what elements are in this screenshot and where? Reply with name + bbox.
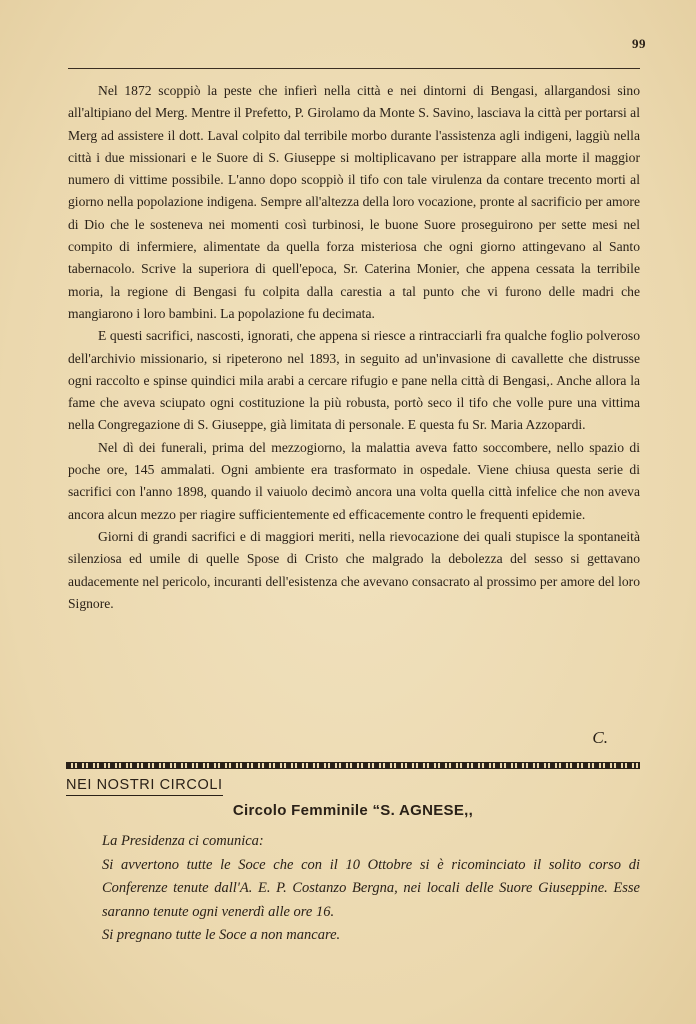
ornamental-divider [66, 762, 640, 769]
notice-body: Si avvertono tutte le Soce che con il 10 Ottobre si è ricominciato il solito corso di Conferenze tenute dall'A. E. P. Costanzo Bergna, nei locali delle Suore Giuseppine. Esse saranno tenute ogni venerdì alle ore 16. [102, 856, 640, 920]
article-paragraph: Nel 1872 scoppiò la peste che infierì nella città e nei dintorni di Bengasi, allargandosi sino all'altipiano del Merg. Mentre il Prefetto, P. Girolamo da Monte S. Savino, lasciava la città per portarsi al Merg ad assistere il dott. Laval colpito dal terribile morbo durante l'assistenza agli indigeni, laggiù nella città i due missionari e le Suore di S. Giuseppe si moltiplicavano per istrappare alla morte il maggior numero di vittime possibile. L'anno dopo scoppiò il tifo con tale virulenza da contare trecento morti al giorno nella popolazione indigena. Sempre all'altezza della loro vocazione, pronte al sacrificio per amore di Dio che le sosteneva nei momenti così turbinosi, le buone Suore proseguirono per sette mesi nel compito di infermiere, alimentate da quella forza misteriosa che ogni giorno attingevano al Santo tabernacolo. Scrive la superiora di quell'epoca, Sr. Caterina Monier, che appena cessata la terribile moria, la regione di Bengasi fu colpita dalla carestia a tal punto che vi furono delle madri che mangiarono i loro bambini. La popolazione fu decimata. [68, 83, 640, 321]
article-paragraph: Nel dì dei funerali, prima del mezzogiorno, la malattia aveva fatto soccombere, nello spazio di poche ore, 145 ammalati. Ogni ambiente era trasformato in ospedale. Viene chiusa questa serie di sacrifici con l'anno 1898, quando il vaiuolo decimò ancora una volta quella città infelice che non aveva ancora alcun mezzo per riagire sufficientemente ed efficacemente contro le frequenti epidemie. [68, 439, 640, 522]
author-signature: C. [592, 728, 608, 747]
circle-title: Circolo Femminile “S. AGNESE,, [232, 802, 474, 819]
notice-closing: Si pregnano tutte le Soce a non mancare. [102, 927, 341, 943]
article-paragraph: Giorni di grandi sacrifici e di maggiori meriti, nella rievocazione dei quali stupisce la spontaneità silenziosa ed umile di quelle Spose di Cristo che malgrado la debolezza del sesso si gettavano audacemente nel pericolo, incuranti dell'esistenza che avevano consacrato al prossimo per amore del loro Signore. [68, 528, 640, 611]
section-title: NEI NOSTRI CIRCOLI [66, 776, 223, 796]
header-rule [68, 68, 640, 69]
notice-intro: La Presidenza ci comunica: [102, 833, 264, 849]
article-body [68, 80, 640, 615]
notice [102, 830, 640, 948]
article-paragraph: E questi sacrifici, nascosti, ignorati, che appena si riesce a rintracciarli fra qualche foglio polveroso dell'archivio missionario, si ripeterono nel 1893, in seguito ad un'invasione di cavallette che distrusse ogni raccolto e spinse quindici mila arabi a cercare rifugio e pane nella città di Bengasi,. Anche allora la fame che aveva sciupato ogni costituzione la più robusta, portò seco il tifo che volle pure una vittima nella Congregazione di S. Giuseppe, già limitata di personale. E questa fu Sr. Maria Azzopardi. [68, 328, 640, 433]
page-number: 99 [632, 36, 646, 51]
